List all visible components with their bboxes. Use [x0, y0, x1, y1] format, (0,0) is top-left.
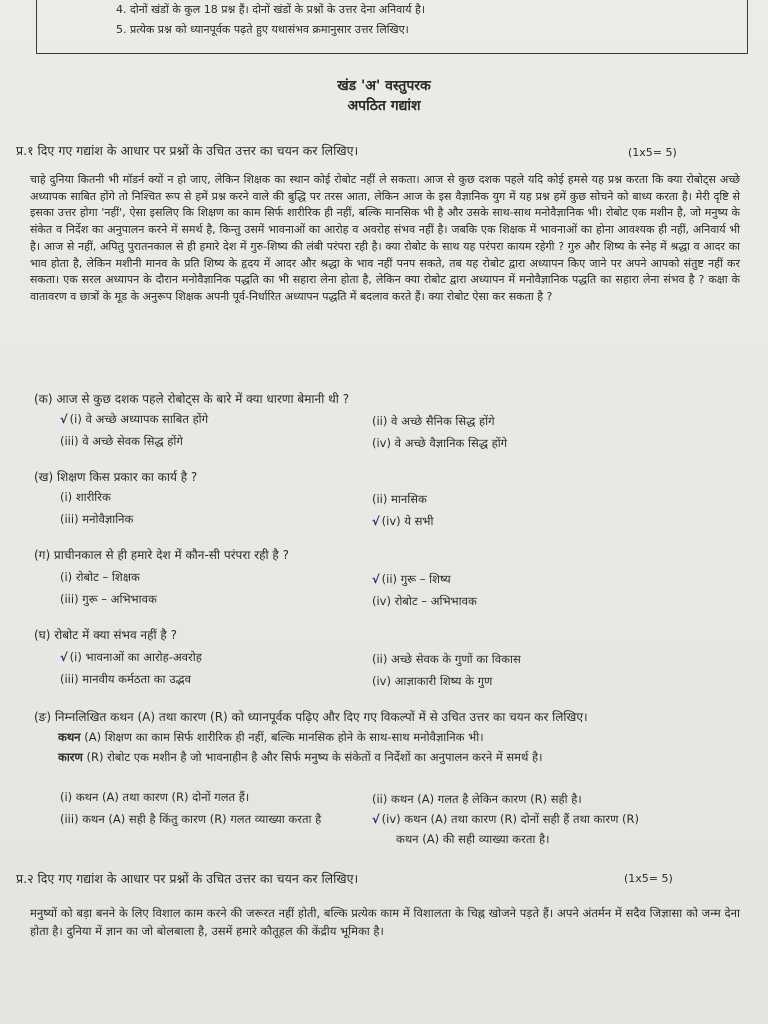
q1-nga-option-2: (ii) कथन (A) गलत है लेकिन कारण (R) सही है। — [372, 792, 582, 806]
q2-passage: मनुष्यों को बड़ा बनने के लिए विशाल काम करने की जरूरत नहीं होती, बल्कि प्रत्येक काम में विशालता के चिह्न खोजने पड़ते हैं। अपने अंतर्मन में सदैव जिज्ञासा को जन्म देना होता है। दुनिया में ज्ञान का जो बोलबाला है, उसमें हमारे कौतूहल की केंद्रीय भूमिका है। — [30, 906, 740, 938]
option-text: (iv) ये सभी — [381, 514, 434, 528]
q1-kha-option-1: (i) शारीरिक — [60, 490, 111, 504]
tick-mark-icon: √ — [60, 650, 68, 664]
tick-mark-icon: √ — [60, 412, 68, 426]
q1-kha-option-3: (iii) मनोवैज्ञानिक — [60, 512, 134, 526]
assertion-text: (A) शिक्षण का काम सिर्फ शारीरिक ही नहीं, बल्कि मानसिक होने के साथ-साथ मनोवैज्ञानिक भी। — [80, 730, 484, 744]
q2-marks: (1x5= 5) — [624, 872, 673, 885]
q1-ga-option-1: (i) रोबोट – शिक्षक — [60, 570, 140, 584]
q1-nga-option-1: (i) कथन (A) तथा कारण (R) दोनों गलत हैं। — [60, 790, 250, 804]
tick-mark-icon: √ — [372, 572, 380, 586]
q1-ka-option-4: (iv) वे अच्छे वैज्ञानिक सिद्ध होंगे — [372, 436, 508, 450]
q1-nga-option-4 — [372, 812, 639, 827]
q1-label: प्र.१ दिए गए गद्यांश के आधार पर प्रश्नों के उचित उत्तर का चयन कर लिखिए। — [16, 143, 359, 158]
q1-gha-option-2: (ii) अच्छे सेवक के गुणों का विकास — [372, 652, 521, 666]
q1-ga-option-3: (iii) गुरू – अभिभावक — [60, 592, 157, 606]
q1-passage: चाहे दुनिया कितनी भी मॉडर्न क्यों न हो जाए, लेकिन शिक्षक का स्थान कोई रोबोट नहीं ले सकता। आज से कुछ दशक पहले यदि कोई हमसे यह प्रश्न करता कि क्या रोबोट्स अच्छे अध्यापक साबित होंगे तो निश्चित रूप से हमें प्रश्न करने वाले की बुद्धि पर तरस आता, लेकिन आज के इस वैज्ञानिक युग में यह प्रश्न हमें कुछ सोचने को बाध्य करता है। मेरी दृष्टि से इसका उत्तर होगा 'नहीं', ऐसा इसलिए कि शिक्षण का काम सिर्फ शारीरिक ही नहीं, बल्कि मानसिक भी है और उसके साथ-साथ मनोवैज्ञानिक भी। रोबोट एक मशीन है, जो मनुष्य के संकेत व निर्देश का अनुपालन करने में समर्थ है, किन्तु उसमें भावनाओं का आरोह व अवरोह संभव नहीं है। जबकि एक शिक्षक में भावनाओं का होना आवश्यक ही नहीं, अनिवार्य भी है। आज से नहीं, अपितु पुरातनकाल से ही हमारे देश में गुरु-शिष्य की लंबी परंपरा रही है। क्या रोबोट के साथ यह परंपरा कायम रहेगी ? गुरु और शिष्य के स्नेह में श्रद्धा व आदर का भाव होता है, लेकिन मशीनी मानव के प्रति शिष्य के हृदय में आदर और श्रद्धा के भाव नहीं पनप सकते, तब यह रोबोट द्वारा अध्यापन किए जाने पर अपने आपको संतुष्ट नहीं कर सकता। एक सरल अध्यापन के दौरान मनोवैज्ञानिक पद्धति का भी सहारा लेना होता है, लेकिन क्या रोबोट द्वारा अध्यापन में मनोवैज्ञानिक पद्धति का सहारा लेना संभव है ? कक्षा के वातावरण व छात्रों के मूड के अनुरूप शिक्षक अपनी पूर्व-निर्धारित अध्यापन पद्धति में बदलाव करते हैं। क्या रोबोट ऐसा कर सकता है ? — [30, 173, 740, 303]
q1-gha-question: (घ) रोबोट में क्या संभव नहीं है ? — [34, 628, 177, 642]
tick-mark-icon: √ — [372, 812, 380, 826]
reason-text: (R) रोबोट एक मशीन है जो भावनाहीन है और सिर्फ मनुष्य के संकेतों व निर्देशों का अनुपालन करने में समर्थ है। — [82, 750, 543, 764]
q1-nga-option-4-cont: कथन (A) की सही व्याख्या करता है। — [396, 832, 550, 846]
q1-marks: (1x5= 5) — [628, 146, 677, 159]
assertion-line — [58, 730, 484, 745]
section-title: खंड 'अ' वस्तुपरक — [337, 78, 431, 94]
option-text: (ii) गुरू – शिष्य — [381, 572, 451, 586]
instruction-5: 5. प्रत्येक प्रश्न को ध्यानपूर्वक पढ़ते हुए यथासंभव क्रमानुसार उत्तर लिखिए। — [116, 23, 409, 36]
q1-kha-option-2: (ii) मानसिक — [372, 492, 427, 506]
q1-kha-option-4 — [372, 514, 433, 529]
reason-line — [58, 750, 543, 765]
tick-mark-icon: √ — [372, 514, 380, 528]
q1-nga-question: (ङ) निम्नलिखित कथन (A) तथा कारण (R) को ध्यानपूर्वक पढ़िए और दिए गए विकल्पों में से उचित उत्तर का चयन कर लिखिए। — [34, 710, 588, 724]
q1-ga-option-2 — [372, 572, 451, 587]
q1-gha-option-1 — [60, 650, 202, 665]
q2-label: प्र.२ दिए गए गद्यांश के आधार पर प्रश्नों के उचित उत्तर का चयन कर लिखिए। — [16, 871, 359, 886]
q1-gha-option-3: (iii) मानवीय कर्मठता का उद्भव — [60, 672, 191, 686]
option-text: (i) भावनाओं का आरोह-अवरोह — [69, 650, 202, 664]
q1-ka-question: (क) आज से कुछ दशक पहले रोबोट्स के बारे में क्या धारणा बेमानी थी ? — [34, 392, 350, 406]
q1-nga-option-3: (iii) कथन (A) सही है किंतु कारण (R) गलत व्याख्या करता है — [60, 812, 322, 826]
q1-gha-option-4: (iv) आज्ञाकारी शिष्य के गुण — [372, 674, 493, 688]
q1-ga-option-4: (iv) रोबोट – अभिभावक — [372, 594, 477, 608]
option-text: (i) वे अच्छे अध्यापक साबित होंगे — [69, 412, 209, 426]
q1-kha-question: (ख) शिक्षण किस प्रकार का कार्य है ? — [34, 470, 198, 484]
q1-ka-option-2: (ii) वे अच्छे सैनिक सिद्ध होंगे — [372, 414, 495, 428]
instruction-4: 4. दोनों खंडों के कुल 18 प्रश्न हैं। दोनों खंडों के प्रश्नों के उत्तर देना अनिवार्य है। — [116, 3, 426, 16]
assertion-label: कथन — [58, 730, 81, 744]
option-text: (iv) कथन (A) तथा कारण (R) दोनों सही हैं तथा कारण (R) — [381, 812, 640, 826]
reason-label: कारण — [58, 750, 83, 764]
q1-ka-option-1 — [60, 412, 208, 427]
q1-ka-option-3: (iii) वे अच्छे सेवक सिद्ध होंगे — [60, 434, 183, 448]
section-subtitle: अपठित गद्यांश — [347, 98, 421, 114]
q1-ga-question: (ग) प्राचीनकाल से ही हमारे देश में कौन-सी परंपरा रही है ? — [34, 548, 289, 562]
